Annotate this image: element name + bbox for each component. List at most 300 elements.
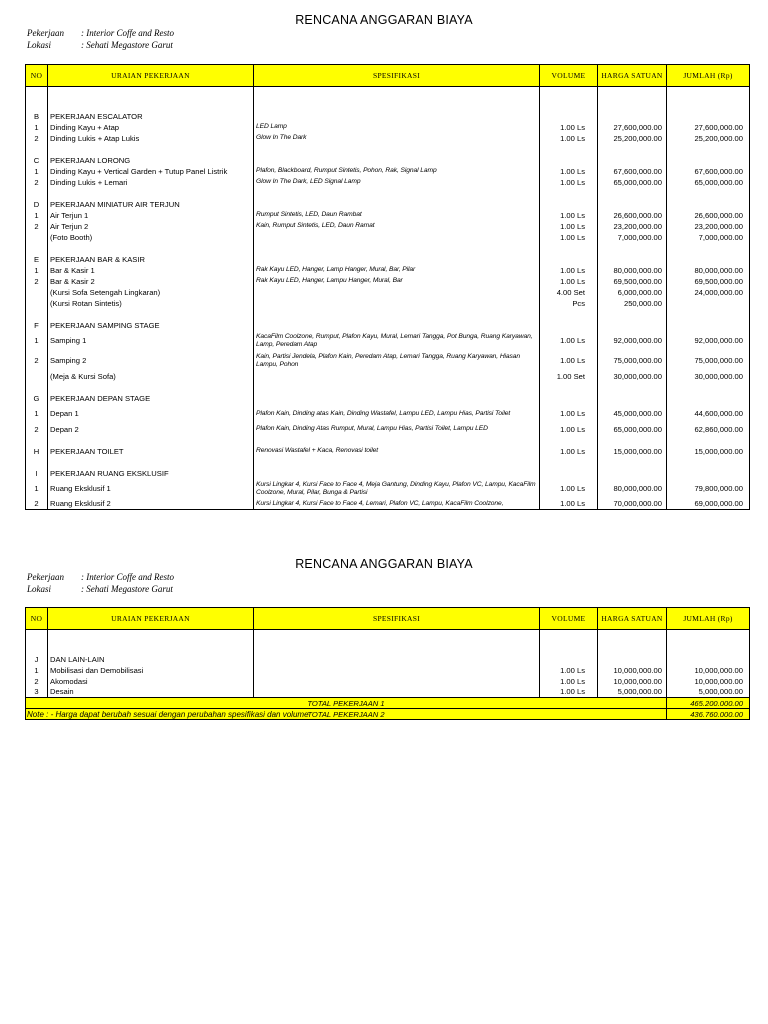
row-spesifikasi bbox=[254, 144, 540, 155]
table-row bbox=[26, 457, 750, 468]
row-no bbox=[26, 144, 48, 155]
row-harga-satuan: 75,000,000.00 bbox=[598, 351, 667, 371]
table-row bbox=[26, 331, 750, 351]
row-spesifikasi: KacaFilm Coolzone, Rumput, Plafon Kayu, Mural, Lemari Tangga, Pot Bunga, Ruang Karyawan, Lamp, Peredam Atap bbox=[254, 331, 540, 351]
row-spesifikasi bbox=[254, 232, 540, 243]
row-harga-satuan: 80,000,000.00 bbox=[598, 265, 667, 276]
row-harga-satuan: 10,000,000.00 bbox=[598, 665, 667, 676]
row-volume bbox=[540, 243, 598, 254]
table-row bbox=[26, 351, 750, 371]
pekerjaan-label: Pekerjaan bbox=[27, 572, 64, 582]
table-row bbox=[26, 144, 750, 155]
row-uraian bbox=[48, 144, 254, 155]
total-label: TOTAL PEKERJAAN 1 bbox=[26, 698, 667, 709]
row-jumlah bbox=[667, 87, 750, 111]
row-spesifikasi bbox=[254, 371, 540, 382]
row-uraian: PEKERJAAN DEPAN STAGE bbox=[48, 393, 254, 404]
table-row bbox=[26, 232, 750, 243]
row-uraian: Dinding Lukis + Atap Lukis bbox=[48, 133, 254, 144]
row-uraian: PEKERJAAN RUANG EKSKLUSIF bbox=[48, 468, 254, 479]
row-harga-satuan bbox=[598, 320, 667, 331]
table-row bbox=[26, 687, 750, 698]
row-harga-satuan: 26,600,000.00 bbox=[598, 210, 667, 221]
lokasi-value: : Sehati Megastore Garut bbox=[81, 40, 173, 50]
row-uraian: Depan 2 bbox=[48, 424, 254, 435]
budget-table-2 bbox=[25, 607, 749, 720]
row-volume bbox=[540, 320, 598, 331]
row-uraian: (Meja & Kursi Sofa) bbox=[48, 371, 254, 382]
table-row bbox=[26, 371, 750, 382]
total-label: TOTAL PEKERJAAN 2 bbox=[26, 709, 667, 720]
row-harga-satuan: 23,200,000.00 bbox=[598, 221, 667, 232]
table-row bbox=[26, 404, 750, 424]
row-uraian: PEKERJAAN LORONG bbox=[48, 155, 254, 166]
row-uraian: PEKERJAAN BAR & KASIR bbox=[48, 254, 254, 265]
row-no bbox=[26, 371, 48, 382]
row-volume: 1.00 Ls bbox=[540, 265, 598, 276]
row-uraian bbox=[48, 87, 254, 111]
row-no bbox=[26, 435, 48, 446]
header-volume: VOLUME bbox=[540, 65, 598, 87]
row-volume: 1.00 Ls bbox=[540, 210, 598, 221]
header-uraian: URAIAN PEKERJAAN bbox=[48, 65, 254, 87]
table-row bbox=[26, 122, 750, 133]
row-no bbox=[26, 457, 48, 468]
row-no: G bbox=[26, 393, 48, 404]
table-row bbox=[26, 111, 750, 122]
table-row bbox=[26, 676, 750, 687]
row-jumlah: 62,860,000.00 bbox=[667, 424, 750, 435]
table-row bbox=[26, 188, 750, 199]
row-uraian: Samping 2 bbox=[48, 351, 254, 371]
row-jumlah: 15,000,000.00 bbox=[667, 446, 750, 457]
row-no bbox=[26, 630, 48, 654]
row-no: 2 bbox=[26, 276, 48, 287]
row-harga-satuan bbox=[598, 457, 667, 468]
total-value: 436.760.000.00 bbox=[667, 709, 750, 720]
row-volume: Pcs bbox=[540, 298, 598, 309]
row-harga-satuan: 15,000,000.00 bbox=[598, 446, 667, 457]
row-uraian: Ruang Eksklusif 2 bbox=[48, 499, 254, 510]
row-no: 2 bbox=[26, 424, 48, 435]
table-row bbox=[26, 435, 750, 446]
row-jumlah: 10,000,000.00 bbox=[667, 676, 750, 687]
row-spesifikasi: Renovasi Wastafel + Kaca, Renovasi toilet bbox=[254, 446, 540, 457]
row-jumlah bbox=[667, 309, 750, 320]
row-no: H bbox=[26, 446, 48, 457]
row-spesifikasi: Plafon, Blackboard, Rumput Sintetis, Pohon, Rak, Signal Lamp bbox=[254, 166, 540, 177]
row-uraian: Mobilisasi dan Demobilisasi bbox=[48, 665, 254, 676]
table-row bbox=[26, 309, 750, 320]
total-value: 465.200.000.00 bbox=[667, 698, 750, 709]
row-spesifikasi: Kain, Partisi Jendela, Plafon Kain, Peredam Atap, Lemari Tangga, Ruang Karyawan, Hiasan Lampu, Pohon bbox=[254, 351, 540, 371]
row-no: 1 bbox=[26, 166, 48, 177]
row-jumlah bbox=[667, 243, 750, 254]
row-jumlah bbox=[667, 144, 750, 155]
budget-table-1 bbox=[25, 64, 749, 510]
row-jumlah: 26,600,000.00 bbox=[667, 210, 750, 221]
row-no: 2 bbox=[26, 221, 48, 232]
row-spesifikasi: Rak Kayu LED, Hanger, Lampu Hanger, Mural, Bar bbox=[254, 276, 540, 287]
row-no: D bbox=[26, 199, 48, 210]
lokasi-label: Lokasi bbox=[27, 40, 52, 50]
row-uraian bbox=[48, 382, 254, 393]
row-spesifikasi: Plafon Kain, Dinding atas Kain, Dinding Wastafel, Lampu LED, Lampu Hias, Partisi Toilet bbox=[254, 404, 540, 424]
table-row bbox=[26, 320, 750, 331]
row-uraian bbox=[48, 188, 254, 199]
row-no bbox=[26, 287, 48, 298]
row-spesifikasi bbox=[254, 468, 540, 479]
row-harga-satuan bbox=[598, 468, 667, 479]
row-jumlah: 44,600,000.00 bbox=[667, 404, 750, 424]
row-volume: 1.00 Ls bbox=[540, 331, 598, 351]
row-jumlah bbox=[667, 457, 750, 468]
row-spesifikasi: Glow In The Dark bbox=[254, 133, 540, 144]
table-row bbox=[26, 654, 750, 665]
row-no: 2 bbox=[26, 351, 48, 371]
row-uraian: Bar & Kasir 2 bbox=[48, 276, 254, 287]
row-jumlah: 92,000,000.00 bbox=[667, 331, 750, 351]
row-uraian: Bar & Kasir 1 bbox=[48, 265, 254, 276]
row-spesifikasi bbox=[254, 676, 540, 687]
row-no: 1 bbox=[26, 404, 48, 424]
row-uraian: PEKERJAAN SAMPING STAGE bbox=[48, 320, 254, 331]
row-spesifikasi: Rumput Sintetis, LED, Daun Rambat bbox=[254, 210, 540, 221]
header-no: NO bbox=[26, 65, 48, 87]
row-no: F bbox=[26, 320, 48, 331]
row-spesifikasi bbox=[254, 630, 540, 654]
row-no bbox=[26, 232, 48, 243]
row-spesifikasi bbox=[254, 188, 540, 199]
row-volume: 1.00 Ls bbox=[540, 232, 598, 243]
row-harga-satuan: 27,600,000.00 bbox=[598, 122, 667, 133]
row-jumlah bbox=[667, 382, 750, 393]
project-meta-1 bbox=[27, 27, 174, 51]
row-spesifikasi: Plafon Kain, Dinding Atas Rumput, Mural, Lampu Hias, Partisi Toilet, Lampu LED bbox=[254, 424, 540, 435]
row-volume bbox=[540, 468, 598, 479]
row-uraian: Dinding Lukis + Lemari bbox=[48, 177, 254, 188]
table-row bbox=[26, 665, 750, 676]
row-jumlah: 24,000,000.00 bbox=[667, 287, 750, 298]
row-jumlah bbox=[667, 155, 750, 166]
table-row bbox=[26, 265, 750, 276]
row-uraian: PEKERJAAN MINIATUR AIR TERJUN bbox=[48, 199, 254, 210]
row-no: J bbox=[26, 654, 48, 665]
row-uraian: Dinding Kayu + Vertical Garden + Tutup Panel Listrik bbox=[48, 166, 254, 177]
row-jumlah bbox=[667, 199, 750, 210]
table-row bbox=[26, 287, 750, 298]
row-volume: 1.00 Ls bbox=[540, 166, 598, 177]
row-uraian: PEKERJAAN TOILET bbox=[48, 446, 254, 457]
table-row bbox=[26, 446, 750, 457]
row-no: 2 bbox=[26, 177, 48, 188]
row-spesifikasi bbox=[254, 287, 540, 298]
table-row bbox=[26, 479, 750, 499]
row-harga-satuan: 92,000,000.00 bbox=[598, 331, 667, 351]
table-body-1 bbox=[26, 87, 750, 510]
row-volume: 1.00 Ls bbox=[540, 404, 598, 424]
row-volume bbox=[540, 155, 598, 166]
row-volume: 1.00 Ls bbox=[540, 499, 598, 510]
row-harga-satuan bbox=[598, 144, 667, 155]
row-no bbox=[26, 87, 48, 111]
row-harga-satuan: 70,000,000.00 bbox=[598, 499, 667, 510]
row-no bbox=[26, 188, 48, 199]
row-volume: 1.00 Ls bbox=[540, 687, 598, 698]
row-spesifikasi bbox=[254, 309, 540, 320]
table-row bbox=[26, 221, 750, 232]
row-volume bbox=[540, 254, 598, 265]
row-harga-satuan: 6,000,000.00 bbox=[598, 287, 667, 298]
row-harga-satuan bbox=[598, 630, 667, 654]
row-harga-satuan bbox=[598, 393, 667, 404]
table-row bbox=[26, 243, 750, 254]
row-volume: 1.00 Ls bbox=[540, 479, 598, 499]
row-volume bbox=[540, 144, 598, 155]
table-row bbox=[26, 499, 750, 510]
row-volume bbox=[540, 111, 598, 122]
table-row bbox=[26, 254, 750, 265]
row-no: 1 bbox=[26, 665, 48, 676]
row-volume bbox=[540, 382, 598, 393]
table-row bbox=[26, 630, 750, 654]
row-jumlah bbox=[667, 630, 750, 654]
row-jumlah: 5,000,000.00 bbox=[667, 687, 750, 698]
row-jumlah bbox=[667, 654, 750, 665]
row-volume bbox=[540, 309, 598, 320]
row-jumlah: 80,000,000.00 bbox=[667, 265, 750, 276]
table-row bbox=[26, 87, 750, 111]
row-harga-satuan bbox=[598, 254, 667, 265]
row-harga-satuan bbox=[598, 155, 667, 166]
row-harga-satuan: 65,000,000.00 bbox=[598, 177, 667, 188]
row-no: E bbox=[26, 254, 48, 265]
row-spesifikasi bbox=[254, 254, 540, 265]
row-spesifikasi: Kursi Lingkar 4, Kursi Face to Face 4, Meja Gantung, Dinding Kayu, Plafon VC, Lampu, KacaFilm Coolzone, Mural, Pilar, Bunga & Partisi bbox=[254, 479, 540, 499]
header-jumlah: JUMLAH (Rp) bbox=[667, 65, 750, 87]
row-jumlah: 75,000,000.00 bbox=[667, 351, 750, 371]
row-volume: 1.00 Ls bbox=[540, 424, 598, 435]
row-harga-satuan: 45,000,000.00 bbox=[598, 404, 667, 424]
note-text: Note : - Harga dapat berubah sesuai dengan perubahan spesifikasi dan volume bbox=[27, 710, 309, 719]
row-spesifikasi bbox=[254, 382, 540, 393]
row-spesifikasi: Kursi Lingkar 4, Kursi Face to Face 4, Lemari, Plafon VC, Lampu, KacaFilm Coolzone, bbox=[254, 499, 540, 510]
table-row bbox=[26, 276, 750, 287]
row-harga-satuan: 80,000,000.00 bbox=[598, 479, 667, 499]
row-spesifikasi bbox=[254, 654, 540, 665]
row-spesifikasi bbox=[254, 155, 540, 166]
row-volume: 1.00 Ls bbox=[540, 276, 598, 287]
table-header-row bbox=[26, 65, 750, 87]
row-no: 1 bbox=[26, 265, 48, 276]
row-harga-satuan bbox=[598, 309, 667, 320]
row-volume bbox=[540, 393, 598, 404]
row-spesifikasi bbox=[254, 87, 540, 111]
table-row bbox=[26, 177, 750, 188]
row-no bbox=[26, 309, 48, 320]
row-no: 1 bbox=[26, 210, 48, 221]
row-spesifikasi bbox=[254, 665, 540, 676]
row-volume bbox=[540, 654, 598, 665]
row-jumlah bbox=[667, 393, 750, 404]
row-no: C bbox=[26, 155, 48, 166]
row-spesifikasi: Rak Kayu LED, Hanger, Lamp Hanger, Mural, Bar, Pilar bbox=[254, 265, 540, 276]
row-volume: 1.00 Ls bbox=[540, 351, 598, 371]
row-harga-satuan bbox=[598, 382, 667, 393]
row-uraian: PEKERJAAN ESCALATOR bbox=[48, 111, 254, 122]
row-jumlah: 23,200,000.00 bbox=[667, 221, 750, 232]
row-jumlah: 30,000,000.00 bbox=[667, 371, 750, 382]
row-harga-satuan: 7,000,000.00 bbox=[598, 232, 667, 243]
row-uraian: Ruang Eksklusif 1 bbox=[48, 479, 254, 499]
row-jumlah: 69,000,000.00 bbox=[667, 499, 750, 510]
header-harga: HARGA SATUAN bbox=[598, 608, 667, 630]
pekerjaan-value: : Interior Coffe and Resto bbox=[81, 28, 174, 38]
row-volume: 1.00 Ls bbox=[540, 676, 598, 687]
row-harga-satuan bbox=[598, 435, 667, 446]
row-jumlah bbox=[667, 298, 750, 309]
row-no: 1 bbox=[26, 122, 48, 133]
row-harga-satuan: 10,000,000.00 bbox=[598, 676, 667, 687]
row-no bbox=[26, 382, 48, 393]
header-jumlah: JUMLAH (Rp) bbox=[667, 608, 750, 630]
pekerjaan-label: Pekerjaan bbox=[27, 28, 64, 38]
row-volume: 1.00 Ls bbox=[540, 177, 598, 188]
row-spesifikasi bbox=[254, 298, 540, 309]
row-spesifikasi bbox=[254, 111, 540, 122]
header-uraian: URAIAN PEKERJAAN bbox=[48, 608, 254, 630]
row-volume: 1.00 Ls bbox=[540, 122, 598, 133]
row-uraian: Samping 1 bbox=[48, 331, 254, 351]
row-harga-satuan bbox=[598, 87, 667, 111]
row-jumlah: 27,600,000.00 bbox=[667, 122, 750, 133]
row-harga-satuan: 65,000,000.00 bbox=[598, 424, 667, 435]
row-uraian: (Kursi Sofa Setengah Lingkaran) bbox=[48, 287, 254, 298]
row-uraian: Air Terjun 1 bbox=[48, 210, 254, 221]
row-volume: 1.00 Set bbox=[540, 371, 598, 382]
table-header-row bbox=[26, 608, 750, 630]
row-volume: 1.00 Ls bbox=[540, 446, 598, 457]
row-harga-satuan bbox=[598, 188, 667, 199]
row-no bbox=[26, 298, 48, 309]
page-title-2: RENCANA ANGGARAN BIAYA bbox=[295, 557, 473, 571]
row-uraian: Desain bbox=[48, 687, 254, 698]
row-spesifikasi bbox=[254, 457, 540, 468]
row-uraian bbox=[48, 435, 254, 446]
row-spesifikasi: Glow In The Dark, LED Signal Lamp bbox=[254, 177, 540, 188]
row-harga-satuan: 5,000,000.00 bbox=[598, 687, 667, 698]
table-body-2 bbox=[26, 630, 750, 698]
row-harga-satuan: 25,200,000.00 bbox=[598, 133, 667, 144]
row-spesifikasi bbox=[254, 435, 540, 446]
row-jumlah bbox=[667, 435, 750, 446]
row-volume: 1.00 Ls bbox=[540, 665, 598, 676]
table-row bbox=[26, 155, 750, 166]
row-uraian bbox=[48, 243, 254, 254]
row-no: 2 bbox=[26, 676, 48, 687]
header-spesifikasi: SPESIFIKASI bbox=[254, 65, 540, 87]
table-row bbox=[26, 210, 750, 221]
row-volume bbox=[540, 630, 598, 654]
total-row bbox=[26, 698, 750, 709]
row-jumlah: 67,600,000.00 bbox=[667, 166, 750, 177]
table-row bbox=[26, 199, 750, 210]
row-jumlah: 79,800,000.00 bbox=[667, 479, 750, 499]
row-jumlah bbox=[667, 111, 750, 122]
table-row bbox=[26, 393, 750, 404]
project-meta-2 bbox=[27, 571, 174, 595]
row-jumlah bbox=[667, 320, 750, 331]
row-uraian: DAN LAIN-LAIN bbox=[48, 654, 254, 665]
row-uraian bbox=[48, 630, 254, 654]
row-uraian bbox=[48, 309, 254, 320]
table-row bbox=[26, 424, 750, 435]
header-no: NO bbox=[26, 608, 48, 630]
table-row bbox=[26, 298, 750, 309]
row-no: 1 bbox=[26, 479, 48, 499]
row-volume: 4.00 Set bbox=[540, 287, 598, 298]
table-row bbox=[26, 468, 750, 479]
lokasi-value: : Sehati Megastore Garut bbox=[81, 584, 173, 594]
row-no: 2 bbox=[26, 499, 48, 510]
row-spesifikasi bbox=[254, 320, 540, 331]
row-harga-satuan bbox=[598, 654, 667, 665]
row-volume: 1.00 Ls bbox=[540, 221, 598, 232]
row-harga-satuan bbox=[598, 243, 667, 254]
row-uraian: Dinding Kayu + Atap bbox=[48, 122, 254, 133]
row-uraian: Depan 1 bbox=[48, 404, 254, 424]
row-volume bbox=[540, 435, 598, 446]
row-jumlah: 7,000,000.00 bbox=[667, 232, 750, 243]
page-title-1: RENCANA ANGGARAN BIAYA bbox=[295, 13, 473, 27]
table-row bbox=[26, 382, 750, 393]
row-no: 3 bbox=[26, 687, 48, 698]
row-no: 1 bbox=[26, 331, 48, 351]
row-harga-satuan: 67,600,000.00 bbox=[598, 166, 667, 177]
row-harga-satuan: 250,000.00 bbox=[598, 298, 667, 309]
row-uraian bbox=[48, 457, 254, 468]
row-volume bbox=[540, 87, 598, 111]
pekerjaan-value: : Interior Coffe and Resto bbox=[81, 572, 174, 582]
row-jumlah: 65,000,000.00 bbox=[667, 177, 750, 188]
row-spesifikasi: Kain, Rumput Sintetis, LED, Daun Ramat bbox=[254, 221, 540, 232]
header-spesifikasi: SPESIFIKASI bbox=[254, 608, 540, 630]
row-volume: 1.00 Ls bbox=[540, 133, 598, 144]
row-volume bbox=[540, 199, 598, 210]
row-spesifikasi: LED Lamp bbox=[254, 122, 540, 133]
row-jumlah bbox=[667, 254, 750, 265]
row-spesifikasi bbox=[254, 243, 540, 254]
row-spesifikasi bbox=[254, 199, 540, 210]
row-harga-satuan: 69,500,000.00 bbox=[598, 276, 667, 287]
header-harga: HARGA SATUAN bbox=[598, 65, 667, 87]
table-row bbox=[26, 166, 750, 177]
row-jumlah: 10,000,000.00 bbox=[667, 665, 750, 676]
row-uraian: (Kursi Rotan Sintetis) bbox=[48, 298, 254, 309]
header-volume: VOLUME bbox=[540, 608, 598, 630]
row-no bbox=[26, 243, 48, 254]
row-no: B bbox=[26, 111, 48, 122]
row-jumlah: 25,200,000.00 bbox=[667, 133, 750, 144]
row-no: I bbox=[26, 468, 48, 479]
row-harga-satuan: 30,000,000.00 bbox=[598, 371, 667, 382]
row-spesifikasi bbox=[254, 687, 540, 698]
row-spesifikasi bbox=[254, 393, 540, 404]
row-uraian: Air Terjun 2 bbox=[48, 221, 254, 232]
row-uraian: (Foto Booth) bbox=[48, 232, 254, 243]
row-volume bbox=[540, 188, 598, 199]
row-harga-satuan bbox=[598, 199, 667, 210]
